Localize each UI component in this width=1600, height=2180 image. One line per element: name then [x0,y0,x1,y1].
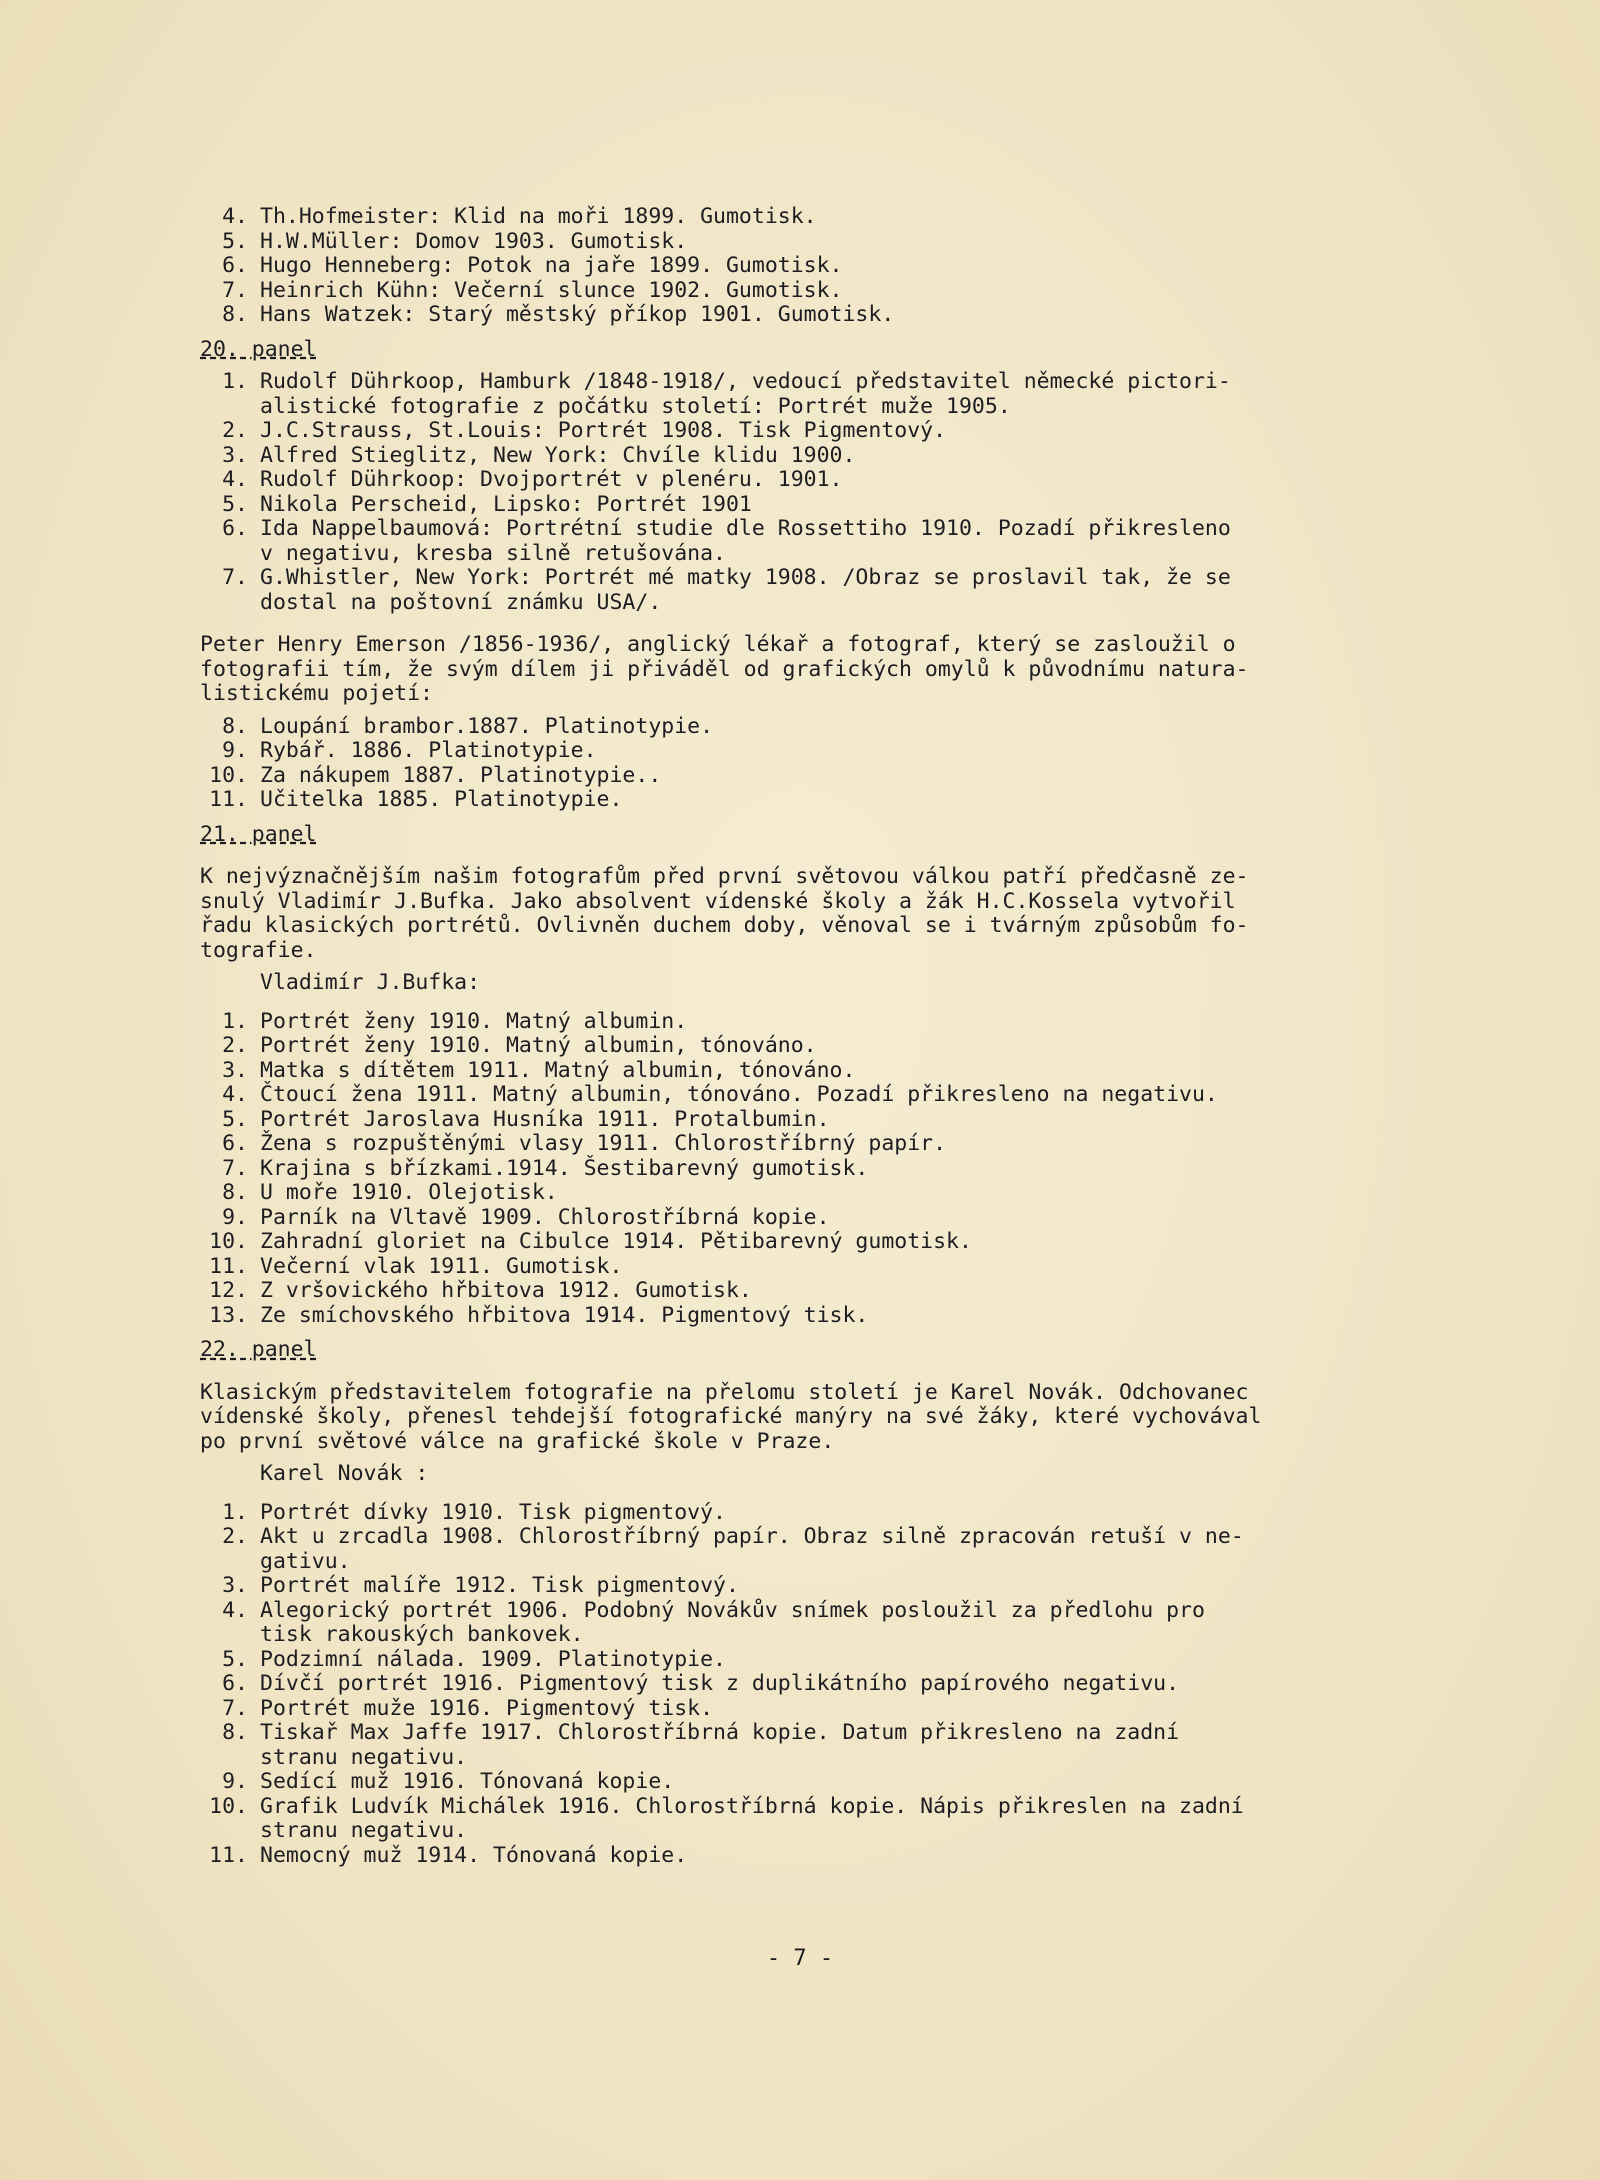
list-item: 4. Rudolf Dührkoop: Dvojportrét v plenéru. 1901. [222,467,843,492]
list-item: 7. Heinrich Kühn: Večerní slunce 1902. Gumotisk. [222,277,843,303]
list-item: 11. Večerní vlak 1911. Gumotisk. [209,1253,623,1279]
panel-22-list [200,1501,1430,1869]
list-item: 1. Portrét dívky 1910. Tisk pigmentový. [222,1499,726,1525]
list-item: 10. Grafik Ludvík Michálek 1916. Chlorostříbrná kopie. Nápis přikreslen na zadní stranu negativu. [209,1793,1244,1843]
list-item: 3. Matka s dítětem 1911. Matný albumin, tónováno. [222,1057,856,1083]
list-item: 6. Hugo Henneberg: Potok na jaře 1899. Gumotisk. [222,253,843,278]
list-item: 12. Z vršovického hřbitova 1912. Gumotisk. [209,1278,752,1303]
list-item: 3. Alfred Stieglitz, New York: Chvíle klidu 1900. [222,442,856,468]
list-item: 4. Čtoucí žena 1911. Matný albumin, tónováno. Pozadí přikresleno na negativu. [222,1082,1218,1107]
list-item: 6. Dívčí portrét 1916. Pigmentový tisk z duplikátního papírového negativu. [222,1671,1180,1696]
panel-21-subheading: Vladimír J.Bufka: [260,970,481,995]
list-item: 8. Tiskař Max Jaffe 1917. Chlorostříbrná kopie. Datum přikresleno na zadní stranu negativu. [222,1720,1180,1770]
panel-20-list-2 [200,715,1430,813]
list-item: 6. Ida Nappelbaumová: Portrétní studie dle Rossettiho 1910. Pozadí přikresleno v negativu, kresba silně retušována. [222,516,1231,566]
list-item: 8. Loupání brambor.1887. Platinotypie. [222,713,714,739]
page-number: - 7 - [766,1946,834,1971]
list-item: 9. Parník na Vltavě 1909. Chlorostříbrná kopie. [222,1204,830,1230]
panel-21-paragraph: K nejvýznačnějším našim fotografům před první světovou válkou patří předčasně ze- snulý Vladimír J.Bufka. Jako absolvent vídenské školy a žák H.C.Kossela vytvořil řadu klasických portrétů. Ovlivněn duchem doby, věnoval se i tvárným způsobům fo- tografie. [200,864,1249,963]
list-item: 13. Ze smíchovského hřbitova 1914. Pigmentový tisk. [209,1302,869,1328]
list-item: 10. Zahradní gloriet na Cibulce 1914. Pětibarevný gumotisk. [209,1229,972,1254]
list-item: 11. Nemocný muž 1914. Tónovaná kopie. [209,1842,688,1868]
list-item: 2. Akt u zrcadla 1908. Chlorostříbrný papír. Obraz silně zpracován retuší v ne- gativu. [222,1524,1244,1574]
list-item: 5. H.W.Müller: Domov 1903. Gumotisk. [222,228,688,254]
list-item: 7. Portrét muže 1916. Pigmentový tisk. [222,1695,714,1721]
panel-22-heading: 22. panel [200,1337,317,1362]
panel-20-heading: 20. panel [200,336,317,362]
list-item: 10. Za nákupem 1887. Platinotypie.. [209,762,662,788]
list-item: 8. Hans Watzek: Starý městský příkop 1901. Gumotisk. [222,302,895,327]
list-item: 2. Portrét ženy 1910. Matný albumin, tónováno. [222,1033,817,1058]
panel-22-paragraph: Klasickým představitelem fotografie na přelomu století je Karel Novák. Odchovanec vídenské školy, přenesl tehdejší fotografické manýry na své žáky, které vychovával po první světové válce na grafické škole v Praze. [200,1379,1262,1454]
list-item: 4. Alegorický portrét 1906. Podobný Novákův snímek posloužil za předlohu pro tisk rakouských bankovek. [222,1597,1205,1647]
panel-20-list [200,370,1430,615]
panel-21-list [200,1010,1430,1329]
list-item: 6. Žena s rozpuštěnými vlasy 1911. Chlorostříbrný papír. [222,1131,947,1156]
list-item: 3. Portrét malíře 1912. Tisk pigmentový. [222,1573,739,1598]
list-item: 4. Th.Hofmeister: Klid na moři 1899. Gumotisk. [222,204,817,229]
list-item: 1. Rudolf Dührkoop, Hamburk /1848-1918/, vedoucí představitel německé pictori- alistické fotografie z počátku století: Portrét muže 1905. [222,369,1231,419]
list-item: 7. G.Whistler, New York: Portrét mé matky 1908. /Obraz se proslavil tak, že se dostal na poštovní známku USA/. [222,565,1231,615]
list-item: 7. Krajina s břízkami.1914. Šestibarevný gumotisk. [222,1155,869,1181]
list-item: 1. Portrét ženy 1910. Matný albumin. [222,1008,688,1034]
list-item: 9. Rybář. 1886. Platinotypie. [222,738,597,763]
list-item: 11. Učitelka 1885. Platinotypie. [209,787,623,812]
panel-20-paragraph: Peter Henry Emerson /1856-1936/, anglický lékař a fotograf, který se zasloužil o fotografii tím, že svým dílem ji přiváděl od grafických omylů k původnímu natura- listickému pojetí: [200,632,1249,706]
panel-22-subheading: Karel Novák : [260,1461,429,1486]
list-item: 5. Nikola Perscheid, Lipsko: Portrét 1901 [222,491,752,517]
list-item: 8. U moře 1910. Olejotisk. [222,1180,558,1205]
list-item: 9. Sedící muž 1916. Tónovaná kopie. [222,1769,675,1794]
list-item: 5. Portrét Jaroslava Husníka 1911. Protalbumin. [222,1106,830,1132]
list-item: 5. Podzimní nálada. 1909. Platinotypie. [222,1646,726,1672]
list-item: 2. J.C.Strauss, St.Louis: Portrét 1908. Tisk Pigmentový. [222,418,947,443]
panel-21-heading: 21. panel [200,821,317,847]
continued-list [200,205,1430,328]
document-body [200,205,1430,1868]
